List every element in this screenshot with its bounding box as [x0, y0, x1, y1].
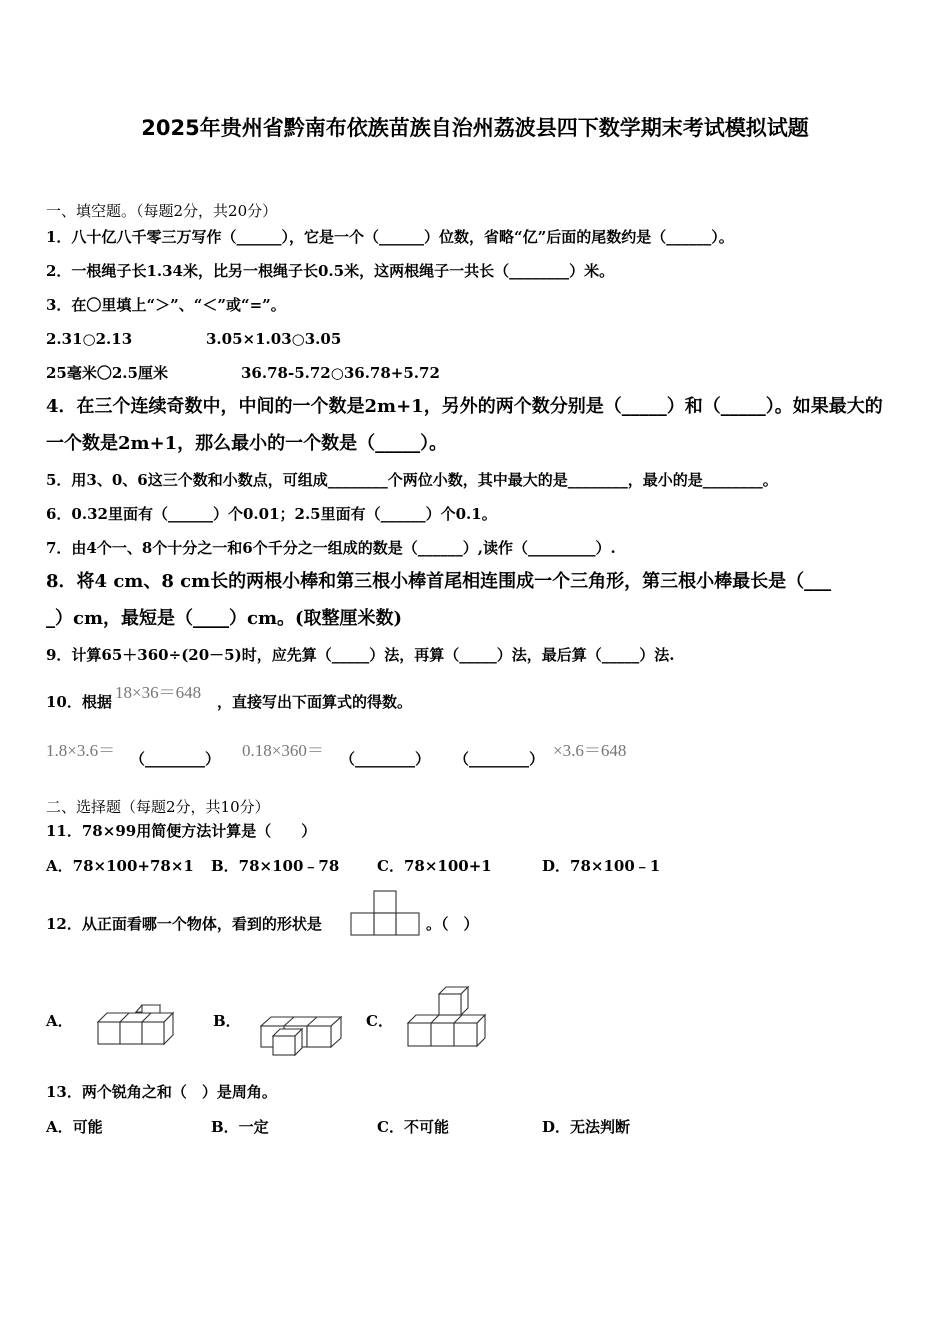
q11-option-c: C．78×100+1 — [377, 857, 492, 875]
section2-heading: 二、选择题（每题2分，共10分） — [46, 798, 270, 816]
q11-option-b: B．78×100﹣78 — [211, 857, 340, 875]
q10-blank-2: （________） — [340, 750, 431, 768]
front-view-figure — [350, 890, 422, 938]
q10-formula: 18×36＝648 — [115, 683, 202, 702]
question-7: 7．由4个一、8个十分之一和6个千分之一组成的数是（______）,读作（_________）. — [46, 539, 616, 557]
question-11: 11．78×99用简便方法计算是（ ） — [46, 822, 317, 840]
q13-option-c: C．不可能 — [377, 1118, 449, 1136]
q3-item-2: 3.05×1.03○3.05 — [206, 330, 342, 348]
q11-option-d: D．78×100﹣1 — [542, 857, 661, 875]
q12-figure-b — [257, 1008, 345, 1058]
q12-option-c: C． — [366, 1012, 393, 1030]
page-title: 2025年贵州省黔南布依族苗族自治州荔波县四下数学期末考试模拟试题 — [141, 116, 809, 140]
question-3: 3．在〇里填上“＞”、“＜”或“=”。 — [46, 296, 286, 314]
q12-option-b: B． — [213, 1012, 241, 1030]
question-1: 1．八十亿八千零三万写作（______），它是一个（______）位数，省略“亿”后面的尾数约是（______）。 — [46, 228, 734, 246]
q12-option-a: A． — [46, 1012, 73, 1030]
question-4-line-1: 4．在三个连续奇数中，中间的一个数是2m+1，另外的两个数分别是（_____）和（_____）。如果最大的 — [46, 396, 883, 417]
q3-item-4: 36.78-5.72○36.78+5.72 — [241, 364, 440, 382]
q10-blank-1: （________） — [130, 750, 221, 768]
section1-heading: 一、填空题。（每题2分，共20分） — [46, 202, 278, 220]
question-5: 5．用3、0、6这三个数和小数点，可组成________个两位小数，其中最大的是________，最小的是________。 — [46, 471, 778, 489]
q10-expr-4: ×3.6＝648 — [553, 741, 627, 760]
q11-option-a: A．78×100+78×1 — [46, 857, 194, 875]
question-4-line-2: 一个数是2m+1，那么最小的一个数是（_____）。 — [46, 433, 448, 454]
q10-blank-3: （________） — [454, 750, 545, 768]
q3-item-1: 2.31○2.13 — [46, 330, 133, 348]
question-2: 2．一根绳子长1.34米，比另一根绳子长0.5米，这两根绳子一共长（________）米。 — [46, 262, 615, 280]
question-10-prefix: 10．根据 — [46, 693, 112, 711]
question-13: 13．两个锐角之和（ ）是周角。 — [46, 1083, 277, 1101]
q10-expr-2: 0.18×360＝ — [242, 741, 324, 760]
question-6: 6．0.32里面有（______）个0.01；2.5里面有（______）个0.1。 — [46, 505, 497, 523]
q3-item-3: 25毫米〇2.5厘米 — [46, 364, 168, 382]
question-8-line-1: 8．将4 cm、8 cm长的两根小棒和第三根小棒首尾相连围成一个三角形，第三根小棒最长是（___ — [46, 571, 832, 592]
question-8-line-2: _）cm，最短是（____）cm。(取整厘米数) — [46, 608, 403, 629]
question-12-suffix: 。（ ） — [426, 915, 479, 933]
q13-option-b: B．一定 — [211, 1118, 269, 1136]
q12-figure-c — [405, 985, 491, 1051]
q13-option-d: D．无法判断 — [542, 1118, 631, 1136]
question-10-suffix: ，直接写出下面算式的得数。 — [217, 693, 413, 711]
q10-expr-1: 1.8×3.6＝ — [46, 741, 116, 760]
question-12-prefix: 12．从正面看哪一个物体，看到的形状是 — [46, 915, 322, 933]
question-9: 9．计算65＋360÷(20－5)时，应先算（_____）法，再算（_____）法，最后算（_____）法. — [46, 646, 675, 664]
q12-figure-a — [96, 1000, 178, 1046]
q13-option-a: A．可能 — [46, 1118, 103, 1136]
